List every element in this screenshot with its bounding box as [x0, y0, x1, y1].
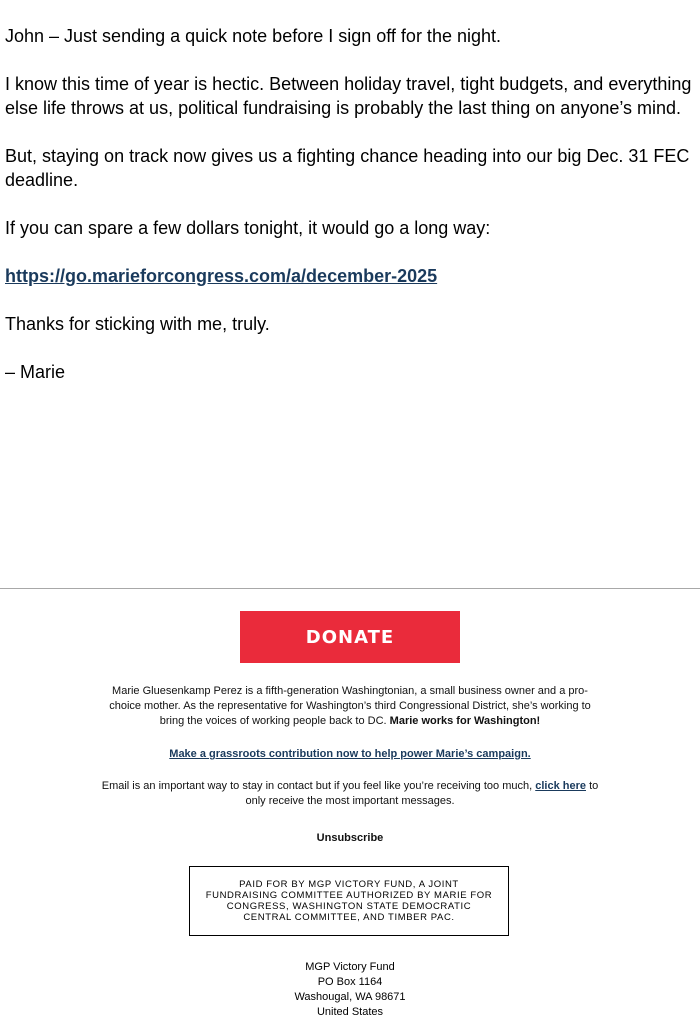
paragraph-3: If you can spare a few dollars tonight, it would go a long way:: [5, 218, 491, 238]
address-country: United States: [316, 1006, 384, 1018]
donation-link-paragraph: [5, 264, 697, 288]
address-po-box: PO Box 1164: [317, 976, 383, 988]
greeting-text: John – Just sending a quick note before I sign off for the night.: [5, 26, 501, 46]
bio-emphasis: Marie works for Washington!: [389, 715, 541, 727]
email-note-text-before: Email is an important way to stay in contact but if you feel like you’re receiving too much,: [101, 780, 533, 792]
thanks-text: Thanks for sticking with me, truly.: [5, 314, 270, 334]
bio-paragraph: [100, 684, 600, 729]
signoff-text: – Marie: [5, 362, 66, 382]
contribution-link[interactable]: Make a grassroots contribution now to help power Marie’s campaign.: [169, 748, 531, 760]
mailing-address: [200, 960, 500, 1020]
email-note-text-after: to only receive the most important messages.: [245, 780, 599, 807]
paragraph-2: But, staying on track now gives us a fighting chance heading into our big Dec. 31 FEC deadline.: [5, 146, 690, 190]
footer-divider: [0, 588, 700, 589]
contribution-paragraph: [100, 747, 600, 762]
donation-link[interactable]: https://go.marieforcongress.com/a/december-2025: [5, 266, 438, 286]
email-body: [5, 24, 697, 408]
bio-text: Marie Gluesenkamp Perez is a fifth-generation Washingtonian, a small business owner and a pro-choice mother. As the representative for Washington’s third Congressional District, she’s working to bring the voices of working people back to DC.: [109, 685, 591, 727]
unsubscribe-link[interactable]: Unsubscribe: [316, 832, 384, 844]
donate-button[interactable]: DONATE: [240, 611, 460, 663]
paragraph-1: I know this time of year is hectic. Between holiday travel, tight budgets, and everything else life throws at us, political fundraising is probably the last thing on anyone’s mind.: [5, 74, 692, 118]
address-name: MGP Victory Fund: [305, 961, 395, 973]
email-preferences-note: [100, 779, 600, 809]
disclaimer-text: PAID FOR BY MGP VICTORY FUND, A JOINT FUNDRAISING COMMITTEE AUTHORIZED BY MARIE FOR CONGRESS, WASHINGTON STATE DEMOCRATIC CENTRAL COMMITTEE, AND TIMBER PAC.: [205, 879, 493, 923]
click-here-link[interactable]: click here: [535, 780, 586, 792]
paid-for-disclaimer: [189, 866, 509, 936]
address-city: Washougal, WA 98671: [294, 991, 406, 1003]
